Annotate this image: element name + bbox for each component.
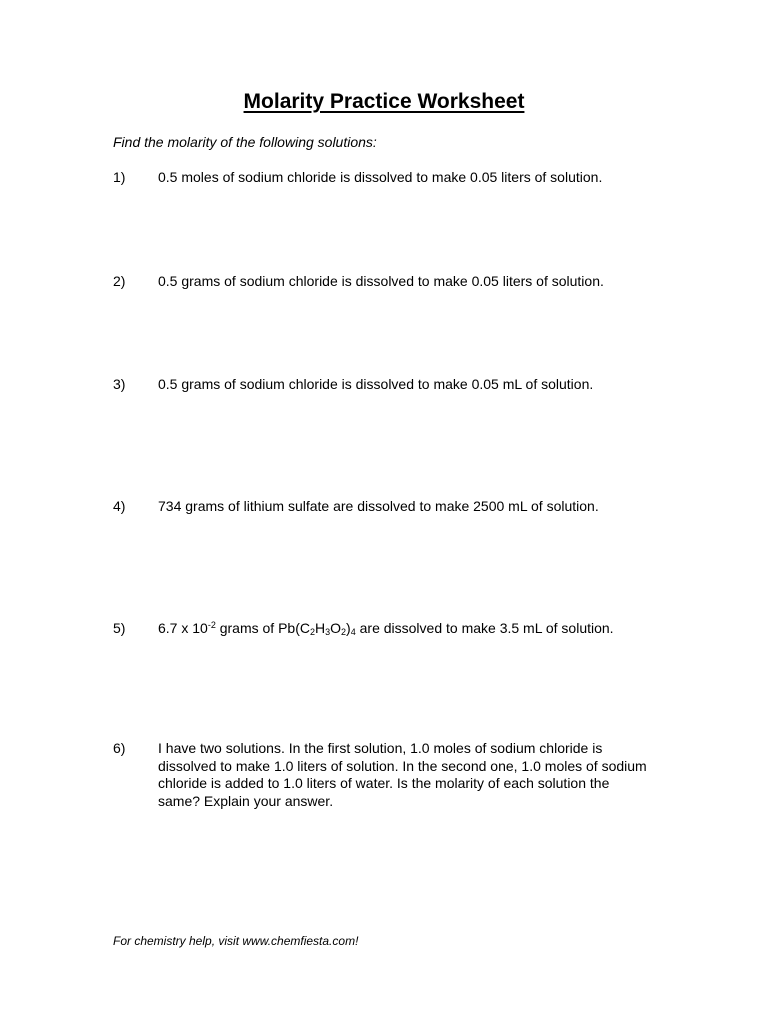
question-text: 0.5 grams of sodium chloride is dissolved to make 0.05 liters of solution. <box>158 273 604 289</box>
footer-note: For chemistry help, visit www.chemfiesta.com! <box>113 934 359 948</box>
subscript: 2 <box>309 627 315 637</box>
subscript: 2 <box>341 627 347 637</box>
exponent: -2 <box>207 620 216 630</box>
question-number: 2) <box>113 273 126 289</box>
question-number: 6) <box>113 740 126 756</box>
page-title: Molarity Practice Worksheet <box>243 90 525 113</box>
subscript: 3 <box>325 627 331 637</box>
question-text: 734 grams of lithium sulfate are dissolved to make 2500 mL of solution. <box>158 498 599 514</box>
subscript: 4 <box>350 627 356 637</box>
question-text: 0.5 moles of sodium chloride is dissolved to make 0.05 liters of solution. <box>158 169 603 185</box>
question-number: 3) <box>113 376 126 392</box>
question-text: 0.5 grams of sodium chloride is dissolved to make 0.05 mL of solution. <box>158 376 594 392</box>
question-text: 6.7 x $10^{-2}$ grams of $Pb(C_2H_3O_2)_4$ are dissolved to make 3.5 mL of solution. <box>158 620 614 637</box>
question-number: 5) <box>113 620 126 636</box>
instructions: Find the molarity of the following solutions: <box>113 134 377 150</box>
question-text: I have two solutions. In the first solution, 1.0 moles of sodium chloride is dissolved to make 1.0 liters of solution. In the second one, 1.0 moles of sodium chloride is added to 1.0 liters of water. Is the molarity of each solution the same? Explain your answer. <box>158 740 647 809</box>
question-number: 1) <box>113 169 126 185</box>
question-number: 4) <box>113 498 126 514</box>
